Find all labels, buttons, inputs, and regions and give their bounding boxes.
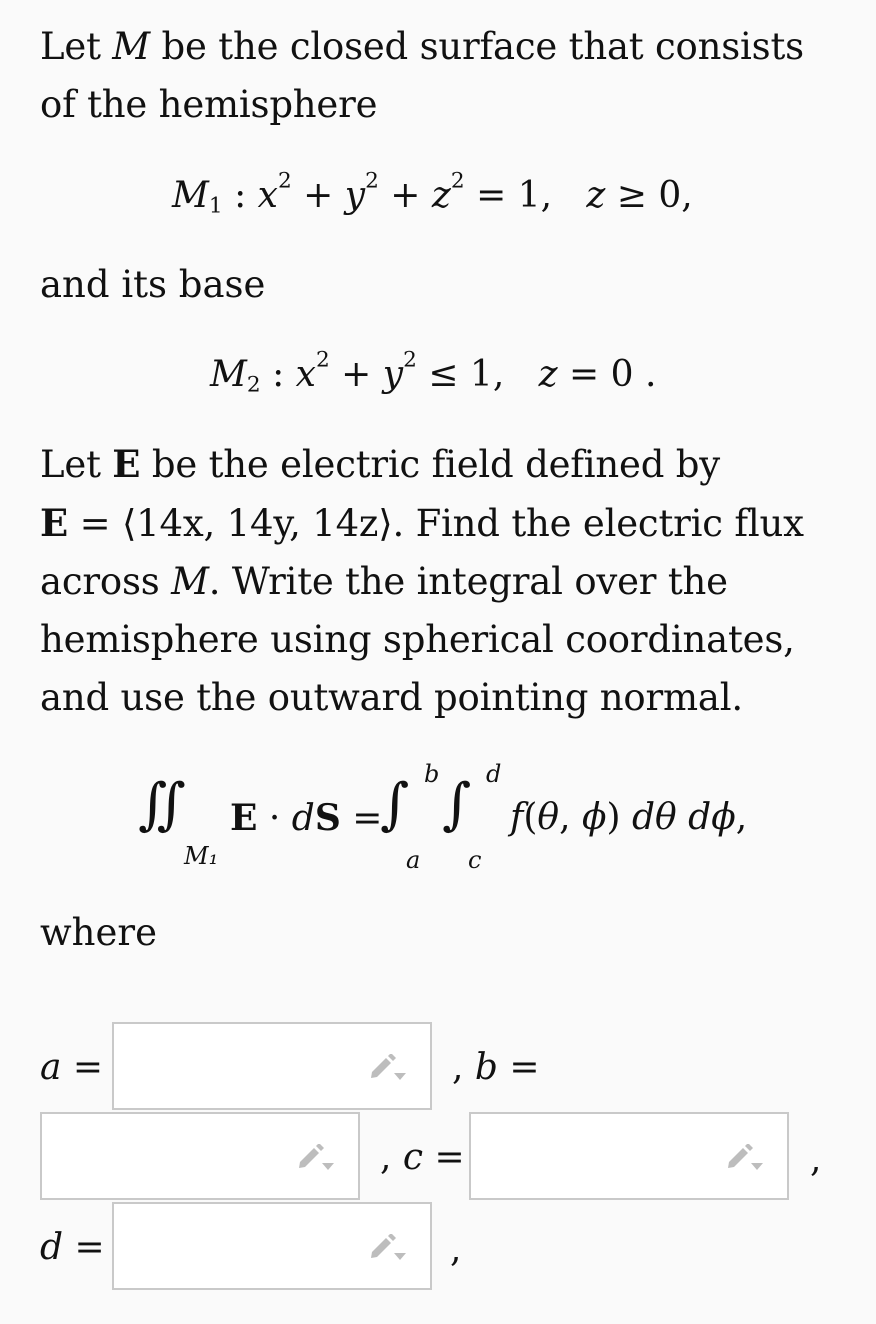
comma-after-d: , <box>450 1229 462 1270</box>
where-text: where <box>40 911 157 954</box>
integral-upper-d: d <box>486 760 502 788</box>
c-answer-box[interactable] <box>469 1112 789 1200</box>
pencil-dropdown-icon[interactable] <box>721 1144 765 1172</box>
pencil-dropdown-icon[interactable] <box>364 1054 408 1082</box>
a-input[interactable] <box>122 1032 362 1102</box>
and-base-text: and its base <box>40 263 266 306</box>
integral-upper-b: b <box>424 760 440 788</box>
c-input[interactable] <box>479 1122 719 1192</box>
pencil-dropdown-icon[interactable] <box>292 1144 336 1172</box>
double-integral-sign: ∬ <box>138 772 186 837</box>
integral-sign-outer: ∫ <box>380 772 410 837</box>
a-answer-box[interactable] <box>112 1022 432 1110</box>
intro-text: Let <box>40 25 113 68</box>
integral-lower-c: c <box>468 846 482 874</box>
m1-equation: $M_1$ : $x^2 + y^2 + z^2 = 1$, z ≥ 0, <box>172 168 693 219</box>
field-def: = ⟨14x, 14y, 14z⟩. Find the electric flux across <box>40 502 804 603</box>
integral-lower-a: a <box>406 846 421 874</box>
field-E: E <box>112 442 141 486</box>
integrand: f(θ, ϕ) dθ dϕ, <box>510 797 748 838</box>
b-label: , b = <box>452 1047 540 1088</box>
intro-paragraph <box>40 18 840 134</box>
intro-M: M <box>112 25 150 68</box>
b-answer-box[interactable] <box>40 1112 360 1200</box>
field-paragraph <box>40 435 840 727</box>
a-label: a = <box>40 1047 104 1088</box>
integral-sub-M1: M₁ <box>184 842 219 870</box>
b-input[interactable] <box>50 1122 290 1192</box>
pencil-dropdown-icon[interactable] <box>364 1234 408 1262</box>
m2-equation: $M_2$ : $x^2 + y^2 \le 1$, z = 0 . <box>210 347 657 398</box>
comma-after-c: , <box>810 1139 822 1180</box>
field-text-1: Let <box>40 443 113 486</box>
d-answer-box[interactable] <box>112 1202 432 1290</box>
integral-lhs: E · dS = <box>230 797 383 839</box>
problem-text <box>40 18 840 134</box>
field-def-M: M <box>171 560 209 603</box>
d-label: d = <box>40 1227 105 1268</box>
field-text-2: be the electric field defined by <box>140 443 720 486</box>
d-input[interactable] <box>122 1212 362 1282</box>
field-def-E: E <box>40 501 69 545</box>
integral-sign-inner: ∫ <box>442 772 472 837</box>
field-def-rest: . Write the integral over the hemisphere using spherical coordinates, and use the outward pointing normal. <box>40 560 795 719</box>
intro-text-rest: be the closed surface that consists of the hemisphere <box>40 25 804 126</box>
c-label: , c = <box>380 1137 465 1178</box>
